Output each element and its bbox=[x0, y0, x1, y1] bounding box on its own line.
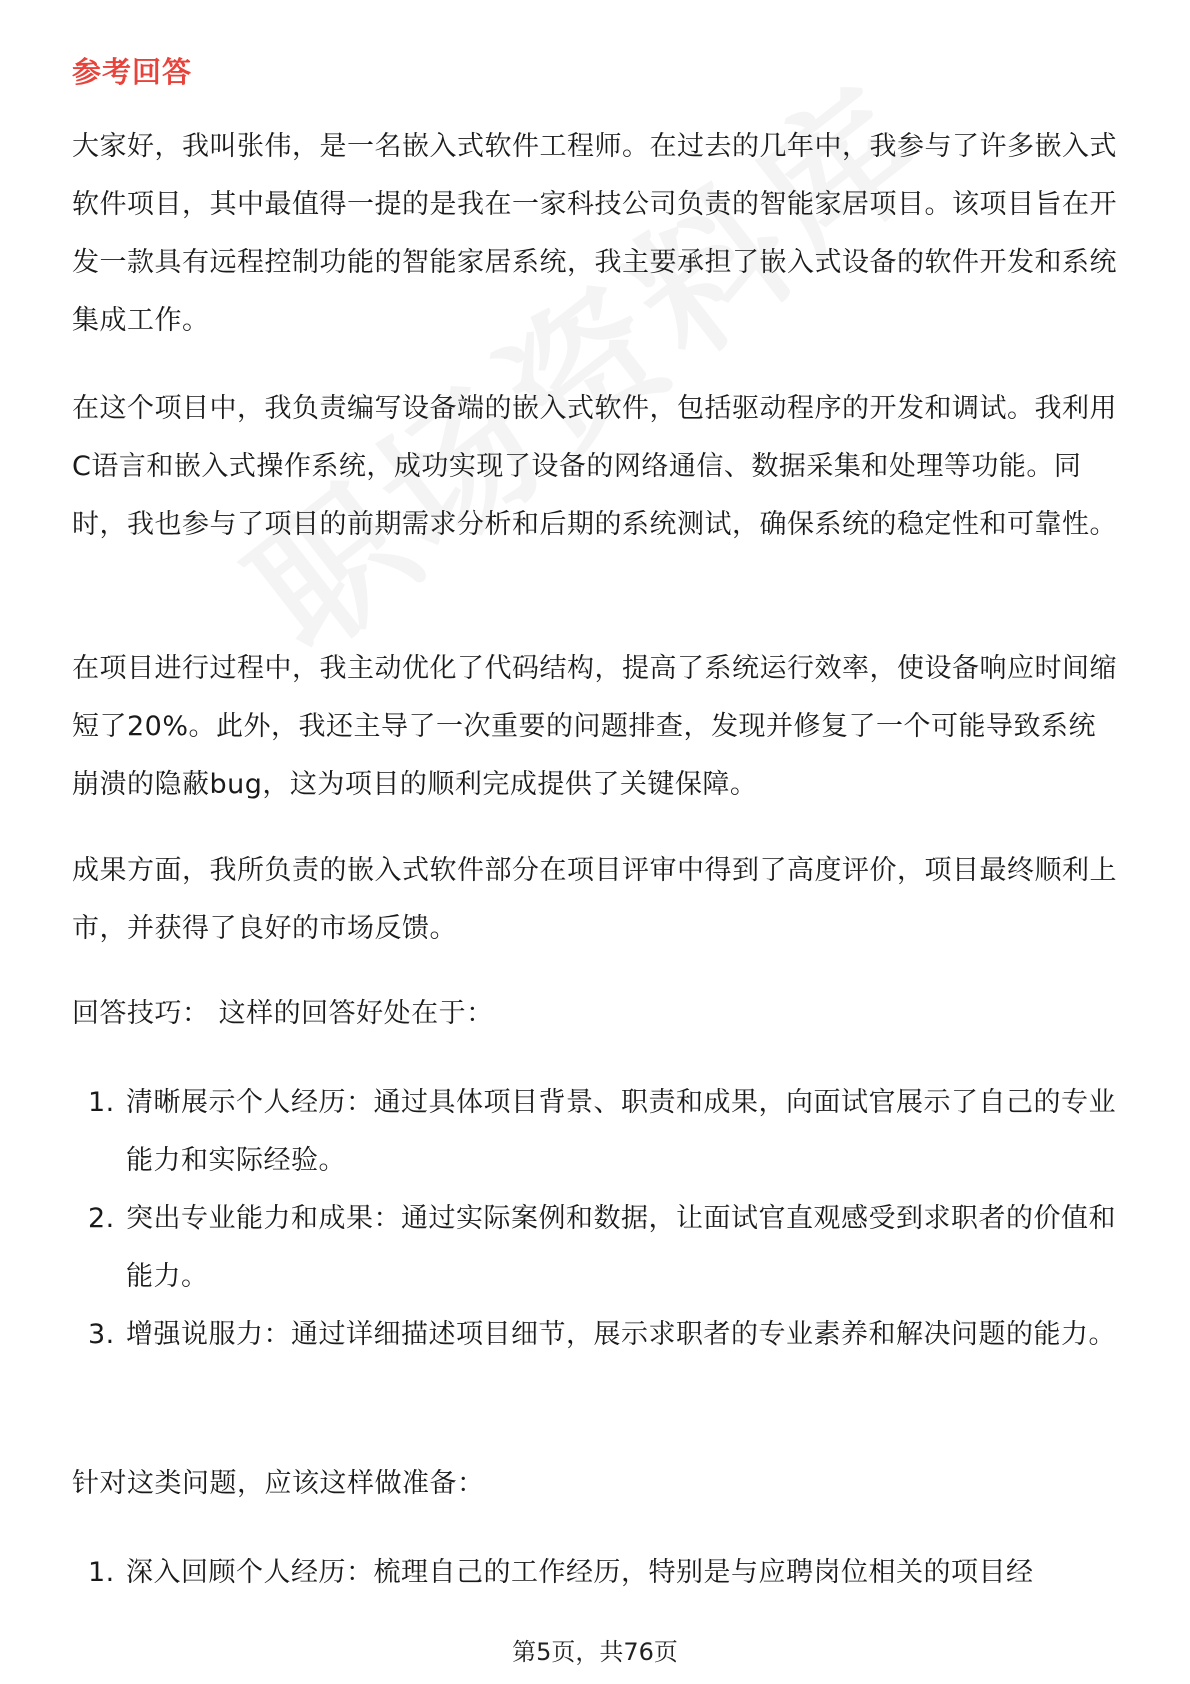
list-item-text: 突出专业能力和成果：通过实际案例和数据，让面试官直观感受到求职者的价值和能力。 bbox=[126, 1203, 1116, 1292]
paragraph-intro: 大家好，我叫张伟，是一名嵌入式软件工程师。在过去的几年中，我参与了许多嵌入式软件项目，其中最值得一提的是我在一家科技公司负责的智能家居项目。该项目旨在开发一款具有远程控制功能的智能家居系统，我主要承担了嵌入式设备的软件开发和系统集成工作。 bbox=[72, 131, 1117, 336]
paragraph-prep-heading: 针对这类问题，应该这样做准备： bbox=[72, 1468, 485, 1499]
prep-list bbox=[72, 1544, 1122, 1602]
paragraph-tips-heading: 回答技巧： 这样的回答好处在于： bbox=[72, 998, 494, 1029]
list-item bbox=[72, 1074, 1122, 1190]
page-footer: 第5页，共76页 bbox=[512, 1638, 678, 1666]
list-item bbox=[72, 1544, 1122, 1602]
list-number: 1. bbox=[88, 1557, 115, 1588]
tips-list bbox=[72, 1074, 1122, 1364]
list-number: 2. bbox=[88, 1203, 115, 1234]
paragraph-results: 成果方面，我所负责的嵌入式软件部分在项目评审中得到了高度评价，项目最终顺利上市，并获得了良好的市场反馈。 bbox=[72, 855, 1117, 944]
list-item-text: 深入回顾个人经历：梳理自己的工作经历，特别是与应聘岗位相关的项目经 bbox=[126, 1557, 1034, 1588]
section-title: 参考回答 bbox=[72, 55, 193, 89]
list-number: 3. bbox=[88, 1319, 115, 1350]
list-item-text: 清晰展示个人经历：通过具体项目背景、职责和成果，向面试官展示了自己的专业能力和实际经验。 bbox=[126, 1087, 1116, 1176]
list-item bbox=[72, 1306, 1122, 1364]
paragraph-responsibilities: 在这个项目中，我负责编写设备端的嵌入式软件，包括驱动程序的开发和调试。我利用C语言和嵌入式操作系统，成功实现了设备的网络通信、数据采集和处理等功能。同时，我也参与了项目的前期需求分析和后期的系统测试，确保系统的稳定性和可靠性。 bbox=[72, 393, 1117, 540]
list-number: 1. bbox=[88, 1087, 115, 1118]
list-item bbox=[72, 1190, 1122, 1306]
list-item-text: 增强说服力：通过详细描述项目细节，展示求职者的专业素养和解决问题的能力。 bbox=[126, 1319, 1116, 1350]
paragraph-optimization: 在项目进行过程中，我主动优化了代码结构，提高了系统运行效率，使设备响应时间缩短了20%。此外，我还主导了一次重要的问题排查，发现并修复了一个可能导致系统崩溃的隐蔽bug，这为项目的顺利完成提供了关键保障。 bbox=[72, 653, 1117, 800]
